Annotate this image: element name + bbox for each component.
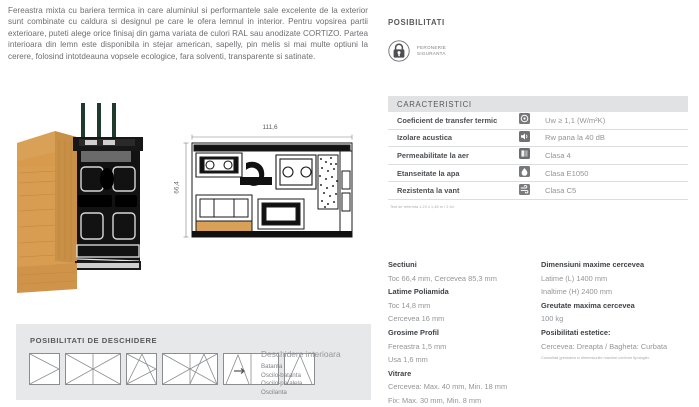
characteristics-footnote: Test de referinta 1,23 x 1,48 m / 2 foi [390, 204, 454, 209]
characteristic-name: Coeficient de transfer termic [397, 115, 498, 125]
characteristics-header [388, 96, 688, 112]
specifications-footnote: Consultati greutatea si dimensiunile maxime conform tipologiei. [541, 355, 650, 361]
product-photo [15, 101, 170, 295]
dimension-width-label: 111,6 [262, 124, 278, 131]
opening-possibilities-panel [16, 324, 371, 400]
spec-value: Toc 14,8 mm [388, 300, 431, 310]
table-row [388, 112, 688, 130]
spec-value: Cercevea: Max. 40 mm, Min. 18 mm [388, 382, 508, 392]
characteristic-value: Clasa 4 [545, 150, 571, 160]
spec-value: Fereastra 1,5 mm [388, 341, 447, 351]
spec-heading: Posibilitati estetice: [541, 327, 611, 337]
characteristics-table [388, 96, 688, 209]
opening-diagram-single-casement-icon [29, 353, 60, 385]
table-row [388, 147, 688, 165]
spec-heading: Grosime Profil [388, 327, 439, 337]
opening-diagram-double-casement-icon [65, 353, 121, 385]
opening-direction-heading: Deschidere interioara [261, 349, 341, 359]
feature-label-line1: FERONERIE [417, 44, 447, 50]
spec-heading: Sectiuni [388, 260, 417, 269]
speaker-icon [519, 129, 545, 147]
opening-diagram-double-tilt-turn-icon [162, 353, 218, 385]
spec-value: Usa 1,6 mm [388, 355, 428, 365]
specifications-column-left [388, 258, 541, 407]
spec-heading: Dimensiuni maxime cercevea [541, 260, 645, 269]
spec-value: Cercevea 16 mm [388, 314, 445, 324]
spec-value: 100 kg [541, 314, 564, 324]
profile-section-drawing-icon [180, 133, 360, 241]
characteristic-value: Clasa E1050 [545, 168, 589, 178]
feature-label-line2: SIGURANTA [417, 51, 446, 56]
lock-icon [388, 40, 410, 62]
table-row [388, 130, 688, 148]
wind-icon [519, 182, 545, 200]
characteristic-name: Permeabilitate la aer [397, 150, 469, 160]
posibilitati-title: POSIBILITATI [388, 18, 445, 27]
opening-possibilities-title: POSIBILITATI DE DESCHIDERE [30, 336, 158, 345]
spec-value: Fix: Max. 30 mm, Min. 8 mm [388, 395, 482, 405]
feature-feronerie-siguranta [388, 40, 446, 62]
spec-value: Inaltime (H) 2400 mm [541, 287, 613, 297]
characteristic-value: Uw ≥ 1,1 (W/m²K) [545, 115, 606, 125]
feature-label-block [417, 45, 446, 58]
intro-paragraph: Fereastra mixta cu bariera termica in care aluminiul si performantele sale excelente de la exterior sunt combinate cu caldura si designul pe care le ofera lemnul in interior. Pentru vopsirea partii exterioare, puteti alege orice finisaj din gama variata de culori RAL sau anodizate CORTIZO. Partea interioara din lemn este disponibila in stejar american, sapelly, pin melis si mai multe optiuni la cerere, folosind intotdeauna vopsele ecologice, fara solventi, transparente si satinate. [8, 6, 368, 61]
opening-types-block [261, 349, 369, 397]
technical-drawing [173, 124, 360, 242]
characteristic-value: Clasa C5 [545, 186, 577, 196]
specifications [388, 258, 693, 407]
characteristic-value: Rw pana la 40 dB [545, 133, 605, 143]
water-icon [519, 164, 545, 182]
characteristic-name: Etanseitate la apa [397, 168, 460, 178]
spec-value: Cercevea: Dreapta / Bagheta: Curbata [541, 341, 668, 351]
spec-heading: Vitrare [388, 368, 412, 378]
window-profile-photo-icon [15, 101, 170, 295]
air-icon [519, 146, 545, 164]
opening-type-item: Batanta [261, 363, 283, 370]
characteristic-name: Rezistenta la vant [397, 186, 460, 196]
spec-value: Latime (L) 1400 mm [541, 273, 608, 283]
spec-heading: Latime Poliamida [388, 287, 449, 297]
opening-type-item: Oscilo-paralela [261, 380, 303, 388]
table-row [388, 165, 688, 183]
table-row [388, 182, 688, 200]
opening-diagram-tilt-turn-icon [126, 353, 157, 385]
specifications-column-right [541, 258, 693, 407]
characteristic-name: Izolare acustica [397, 133, 453, 143]
opening-type-item: Oscilo-batanta [261, 371, 301, 379]
left-column [8, 0, 376, 407]
opening-type-item: Oscilanta [261, 388, 287, 396]
right-column [385, 0, 695, 407]
dimension-height-label: 66,4 [173, 181, 181, 194]
thermal-icon [519, 111, 545, 129]
characteristics-title: CARACTERISTICI [397, 99, 472, 109]
spec-heading: Greutate maxima cercevea [541, 300, 635, 310]
spec-value: Toc 66,4 mm, Cercevea 85,3 mm [388, 273, 497, 283]
